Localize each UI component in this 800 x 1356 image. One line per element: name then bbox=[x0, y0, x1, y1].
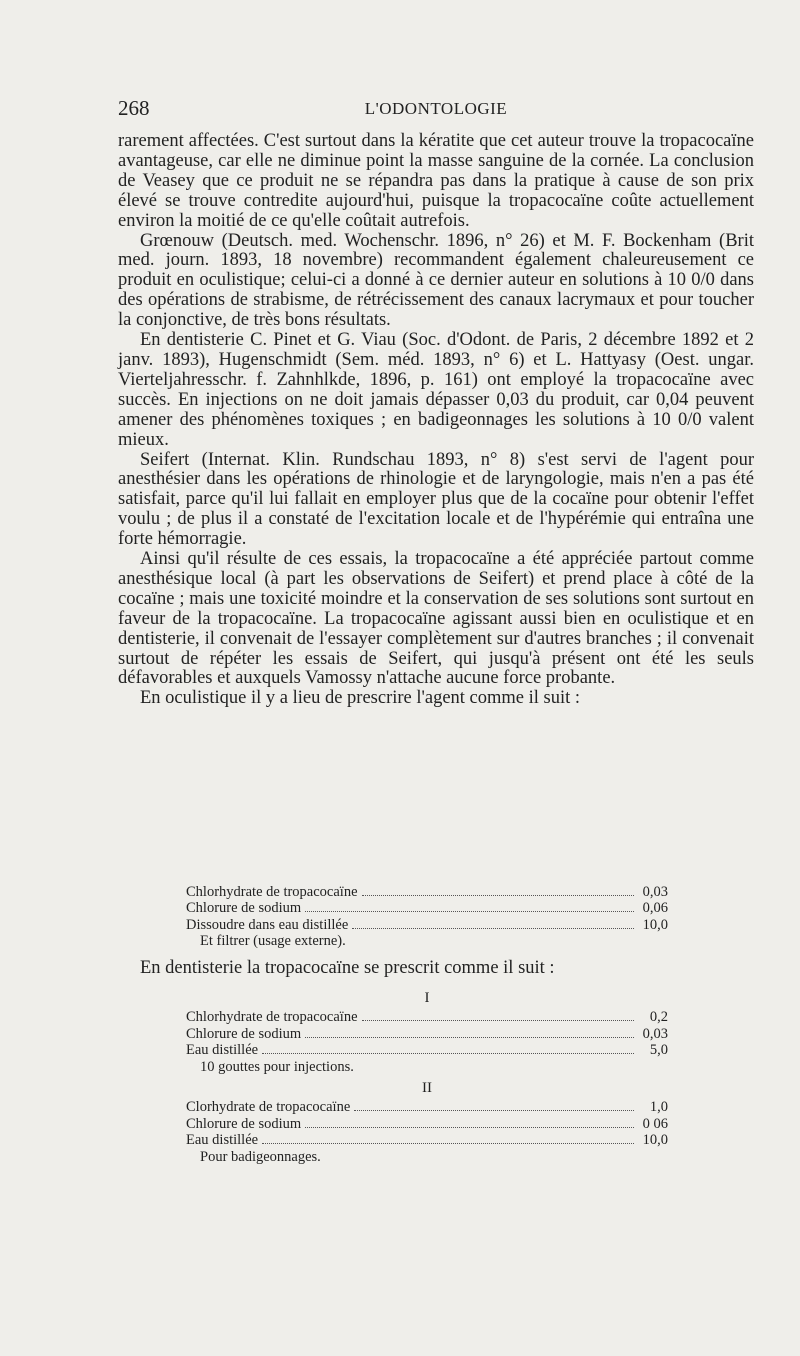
dot-leader bbox=[352, 918, 634, 929]
ingredient-quantity: 1,0 bbox=[649, 1099, 668, 1116]
ingredient-name: Dissoudre dans eau distillée bbox=[186, 916, 349, 933]
recipe-row bbox=[186, 917, 668, 933]
ingredient-name: Chlorhydrate de tropacocaïne bbox=[186, 884, 358, 900]
ingredient-name: Chlorure de sodium bbox=[186, 1025, 302, 1042]
ingredient-name: Chlorure de sodium bbox=[186, 1115, 302, 1132]
recipe-note: Et filtrer (usage externe). bbox=[200, 933, 346, 950]
page-number: 268 bbox=[118, 96, 150, 120]
paragraph: En oculistique il y a lieu de prescrire l'agent comme il suit : bbox=[140, 688, 581, 709]
ingredient-quantity: 10,0 bbox=[642, 916, 668, 933]
dot-leader bbox=[362, 885, 634, 896]
ingredient-quantity: 0,2 bbox=[649, 1009, 668, 1026]
dentisterie-heading: En dentisterie la tropacocaïne se prescrit comme il suit : bbox=[140, 958, 555, 978]
ingredient-name: Clorhydrate de tropacocaïne bbox=[186, 1099, 351, 1116]
dot-leader bbox=[362, 1010, 634, 1021]
recipe-note: 10 gouttes pour injections. bbox=[200, 1058, 354, 1075]
running-title: L'ODONTOLOGIE bbox=[364, 99, 508, 118]
ingredient-name: Chlorhydrate de tropacocaïne bbox=[186, 1009, 358, 1026]
ingredient-quantity: 5,0 bbox=[649, 1042, 668, 1059]
dot-leader bbox=[262, 1043, 634, 1054]
body-text bbox=[118, 132, 754, 709]
ingredient-quantity: 0 06 bbox=[642, 1115, 668, 1132]
recipe-numeral: I bbox=[424, 990, 430, 1006]
recipe-row bbox=[186, 900, 668, 916]
ingredient-name: Eau distillée bbox=[186, 1042, 259, 1059]
recipe-ii bbox=[186, 1078, 668, 1165]
recipe-i bbox=[186, 988, 668, 1075]
ingredient-quantity: 0,03 bbox=[642, 884, 668, 900]
paragraph: Ainsi qu'il résulte de ces essais, la tropacocaïne a été appréciée partout comme anesthésique local (à part les observations de Seifert) et prend place à côté de la cocaïne ; mais une toxicité moindre et la conservation de ses solutions sont surtout en faveur de la tropacocaïne. La tropacocaïne agissant aussi bien en oculistique et en dentisterie, il convenait de l'essayer complètement sur d'autres branches ; il convenait surtout de répéter les essais de Seifert, qui jusqu'à présent ont été les seuls défavorables et auxquels Vamossy n'attache aucune force probante. bbox=[118, 549, 754, 689]
ingredient-name: Chlorure de sodium bbox=[186, 900, 302, 917]
recipe-row bbox=[186, 1042, 668, 1058]
recipe-row bbox=[186, 884, 668, 900]
ingredient-quantity: 10,0 bbox=[642, 1132, 668, 1149]
paragraph: Grœnouw (Deutsch. med. Wochenschr. 1896, n° 26) et M. F. Bockenham (Brit med. journ. 1893, 18 novembre) recommandent également chaleureusement ce produit en oculistique; celui-ci a donné à ce dernier auteur en solutions à 10 0/0 dans des opérations de strabisme, de rétrécissement des canaux lacrymaux et pour toucher la conjonctive, de très bons résultats. bbox=[118, 230, 754, 331]
ingredient-quantity: 0,06 bbox=[642, 900, 668, 917]
paragraph: Seifert (Internat. Klin. Rundschau 1893, n° 8) s'est servi de l'agent pour anesthésier dans les opérations de rhinologie et de laryngologie, mais n'en a pas été satisfait, parce qu'il lui fallait en employer plus que de la cocaïne pour obtenir l'effet voulu ; de plus il a constaté de l'excitation locale et de l'hypérémie qui entraîna une forte hémorragie. bbox=[118, 449, 754, 550]
recipe-row bbox=[186, 1009, 668, 1025]
recipe-note: Pour badigeonnages. bbox=[200, 1148, 321, 1165]
dot-leader bbox=[305, 901, 634, 912]
dot-leader bbox=[262, 1133, 634, 1144]
ingredient-name: Eau distillée bbox=[186, 1132, 259, 1149]
recipe-row bbox=[186, 1026, 668, 1042]
paragraph: En dentisterie C. Pinet et G. Viau (Soc. d'Odont. de Paris, 2 décembre 1892 et 2 janv. 1893), Hugenschmidt (Sem. méd. 1893, n° 6) et L. Hattyasy (Oest. ungar. Vierteljahresschr. f. Zahnhlkde, 1896, p. 161) ont employé la tropacocaïne avec succès. En injections on ne doit jamais dépasser 0,03 du produit, car 0,04 peuvent amener des phénomènes toxiques ; en badigeonnages les solutions à 10 0/0 valent mieux. bbox=[118, 330, 754, 450]
recipe-oculistique bbox=[186, 884, 668, 950]
recipe-row bbox=[186, 1116, 668, 1132]
paragraph: rarement affectées. C'est surtout dans la kératite que cet auteur trouve la tropacocaïne avantageuse, car elle ne diminue point la masse sanguine de la cornée. La conclusion de Veasey que ce produit ne se répandra pas dans la pratique à cause de son prix élevé se trouve contredite aujourd'hui, puisque la tropacocaïne coûte actuellement environ la moitié de ce qu'elle coûtait autrefois. bbox=[118, 131, 754, 231]
recipe-numeral: II bbox=[422, 1080, 432, 1096]
dot-leader bbox=[305, 1117, 634, 1128]
page-header bbox=[118, 96, 754, 122]
ingredient-quantity: 0,03 bbox=[642, 1025, 668, 1042]
dot-leader bbox=[354, 1100, 634, 1111]
recipe-row bbox=[186, 1099, 668, 1115]
dot-leader bbox=[305, 1027, 634, 1038]
recipe-row bbox=[186, 1132, 668, 1148]
